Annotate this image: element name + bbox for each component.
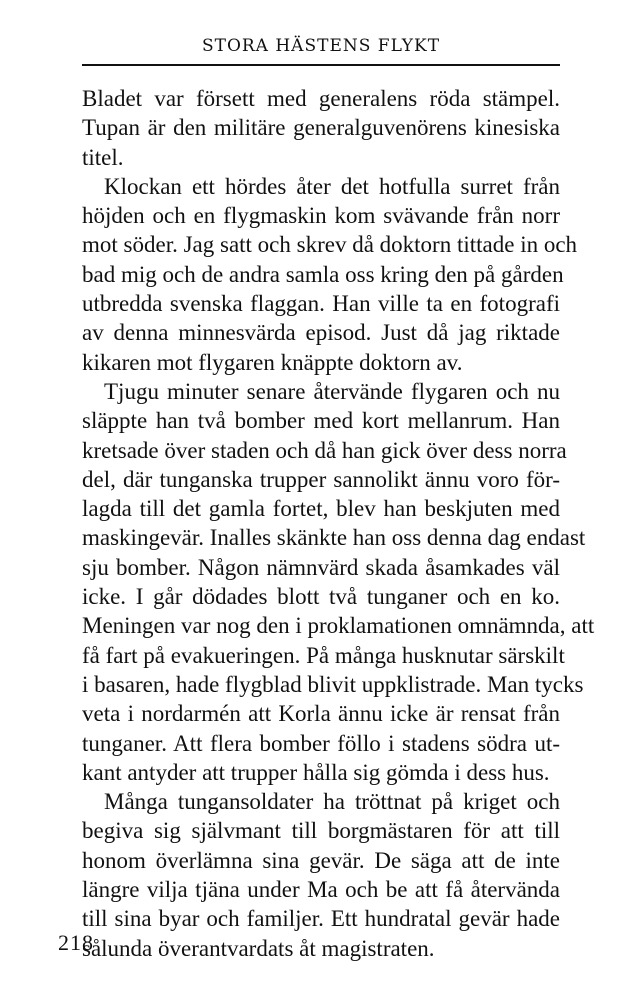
body-text <box>82 84 595 963</box>
text-line: kant antyder att trupper hålla sig gömda i dess hus. <box>82 759 550 785</box>
text-line: kretsade över staden och då han gick över dess norra <box>82 437 567 463</box>
text-line: Meningen var nog den i proklamationen omnämnda, att <box>82 613 595 639</box>
text-line: i basaren, hade flygblad blivit uppklistrade. Man tycks <box>82 671 584 697</box>
text-line: maskingevär. Inalles skänkte han oss denna dag endast <box>82 525 586 551</box>
text-line: icke. I går dödades blott två tunganer och en ko. <box>82 584 560 610</box>
text-line: längre vilja tjäna under Ma och be att få återvända <box>82 877 560 903</box>
paragraph <box>82 787 560 963</box>
text-line: få fart på evakueringen. På många husknutar särskilt <box>82 642 565 668</box>
text-line: höjden och en flygmaskin kom svävande från norr <box>82 203 560 229</box>
text-line: till sina byar och familjer. Ett hundratal gevär hade <box>82 906 560 932</box>
text-line: bad mig och de andra samla oss kring den på gården <box>82 261 564 287</box>
text-line: kikaren mot flygaren knäppte doktorn av. <box>82 349 463 375</box>
text-line: sju bomber. Någon nämnvärd skada åsamkades väl <box>82 554 560 580</box>
text-line: Klockan ett hördes åter det hotfulla surret från <box>104 173 560 199</box>
text-line: Många tungansoldater ha tröttnat på kriget och <box>104 789 560 815</box>
paragraph <box>82 172 578 377</box>
text-line: utbredda svenska flaggan. Han ville ta en fotografi <box>82 291 560 317</box>
text-line: sålunda överantvardats åt magistraten. <box>82 935 435 961</box>
text-line: Tupan är den militäre generalguvenörens kinesiska <box>82 115 560 141</box>
text-line: begiva sig självmant till borgmästaren för att till <box>82 818 560 844</box>
text-line: Bladet var försett med generalens röda stämpel. <box>82 86 560 111</box>
paragraph <box>82 84 560 172</box>
text-line: titel. <box>82 144 124 170</box>
header-rule <box>82 64 560 66</box>
paragraph <box>82 377 595 787</box>
text-line: veta i nordarmén att Korla ännu icke är rensat från <box>82 701 560 727</box>
text-line: av denna minnesvärda episod. Just då jag riktade <box>82 320 560 346</box>
text-line: släppte han två bomber med kort mellanrum. Han <box>82 408 560 434</box>
text-line: tunganer. Att flera bomber föllo i stadens södra ut- <box>82 730 560 756</box>
text-line: mot söder. Jag satt och skrev då doktorn tittade in och <box>82 232 578 258</box>
text-line: del, där tunganska trupper sannolikt ännu voro för- <box>82 466 560 492</box>
text-line: honom överlämna sina gevär. De säga att de inte <box>82 847 560 873</box>
running-header: STORA HÄSTENS FLYKT <box>201 36 441 56</box>
page-number: 218 <box>58 930 94 955</box>
text-line: Tjugu minuter senare återvände flygaren och nu <box>104 378 560 404</box>
text-line: lagda till det gamla fortet, blev han beskjuten med <box>82 496 560 522</box>
